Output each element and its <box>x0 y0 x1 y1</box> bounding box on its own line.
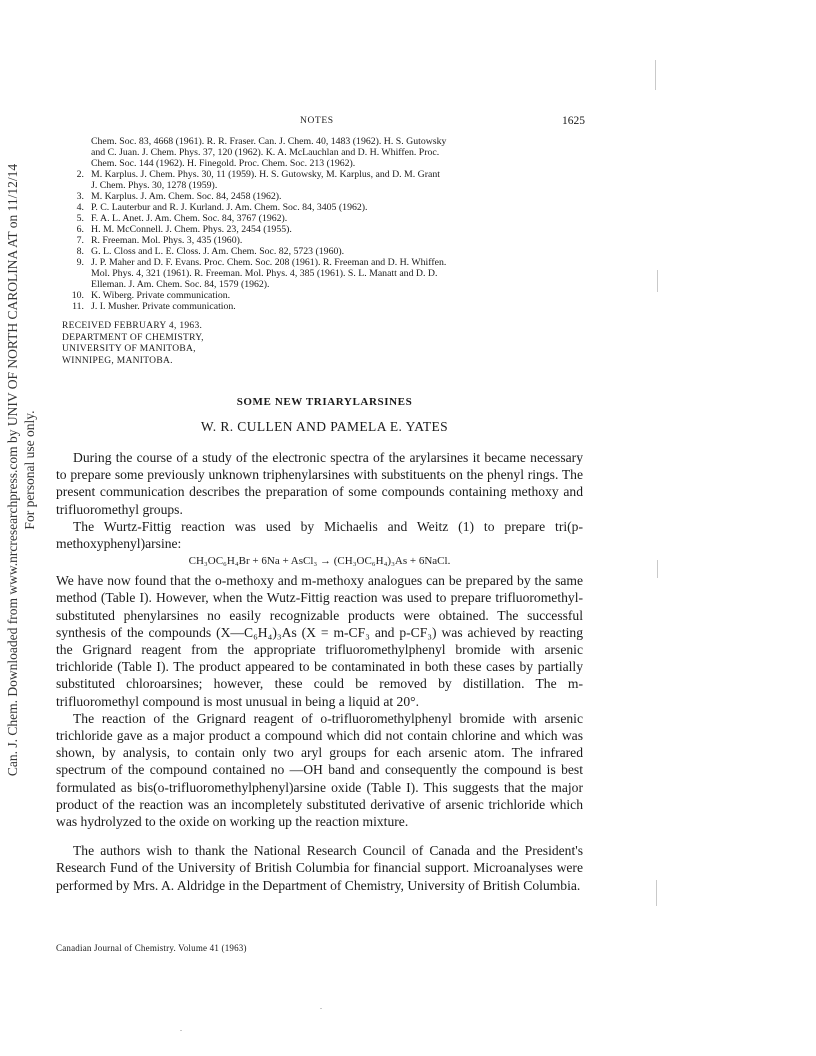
article-authors: W. R. CULLEN AND PAMELA E. YATES <box>200 419 449 434</box>
paragraph-wurtz-fittig: The Wurtz-Fittig reaction was used by Michaelis and Weitz (1) to prepare tri(p-methoxyphenyl)arsine: <box>56 518 583 552</box>
watermark-line-1: Can. J. Chem. Downloaded from www.nrcresearchpress.com by UNIV OF NORTH CAROLINA AT on 11/12/14 <box>5 163 20 777</box>
paragraph-acknowledgements: The authors wish to thank the National Research Council of Canada and the President's Research Fund of the University of British Columbia for financial support. Microanalyses were performed by Mrs. A. Aldridge in the Department of Chemistry, University of British Columbia. <box>56 843 583 893</box>
reference-line <box>62 169 587 180</box>
journal-footer: Canadian Journal of Chemistry. Volume 41 (1963) <box>56 943 247 953</box>
reference-number: 4. <box>76 202 84 213</box>
reference-number: 11. <box>72 301 84 312</box>
reference-number: 9. <box>76 257 84 268</box>
scan-speck <box>656 880 657 906</box>
reference-number: 3. <box>76 191 84 202</box>
watermark-line-2: For personal use only. <box>22 410 37 530</box>
article-body <box>56 449 583 894</box>
reference-number: 2. <box>76 169 84 180</box>
reference-text: M. Karplus. J. Am. Chem. Soc. 84, 2458 (1962). <box>91 191 282 202</box>
reference-text: J. P. Maher and D. F. Evans. Proc. Chem. Soc. 208 (1961). R. Freeman and D. H. Whiffen. <box>91 257 447 268</box>
paragraph-intro: During the course of a study of the electronic spectra of the arylarsines it became necessary to prepare some previously unknown triphenylarsines with substituents on the phenyl rings. The present communication describes the preparation of some compounds containing methoxy and trifluoromethyl groups. <box>56 450 583 517</box>
reference-line <box>62 301 587 312</box>
reference-number: 8. <box>76 246 84 257</box>
reference-line <box>62 279 587 290</box>
reference-text: H. M. McConnell. J. Chem. Phys. 23, 2454 (1955). <box>91 224 292 235</box>
received-city: WINNIPEG, MANITOBA. <box>62 355 173 366</box>
scan-speck <box>657 560 658 578</box>
reference-line <box>62 191 587 202</box>
reference-text: J. Chem. Phys. 30, 1278 (1959). <box>91 180 218 191</box>
running-header <box>90 115 585 131</box>
reference-text: F. A. L. Anet. J. Am. Chem. Soc. 84, 3767 (1962). <box>91 213 288 224</box>
received-date: RECEIVED FEBRUARY 4, 1963. <box>62 321 203 331</box>
paragraph-grignard: The reaction of the Grignard reagent of o-trifluoromethylphenyl bromide with arsenic trichloride gave as a major product a compound which did not contain chlorine and which was shown, by analysis, to contain only two aryl groups for each arsenic atom. The infrared spectrum of the compound contained no —OH band and consequently the compound is best formulated as bis(o-trifluoromethylphenyl)arsine oxide (Table I). This suggests that the major product of the reaction was an incompletely substituted derivative of arsenic trichloride which was hydrolyzed to the oxide on working up the reaction mixture. <box>56 710 583 830</box>
reference-text: K. Wiberg. Private communication. <box>91 290 231 301</box>
reference-line <box>62 246 587 257</box>
reference-number: 7. <box>76 235 84 246</box>
reference-line <box>62 147 587 158</box>
reference-number: 10. <box>71 290 84 301</box>
reference-line <box>62 257 587 268</box>
scan-speck <box>657 270 658 292</box>
received-block <box>62 321 204 367</box>
reference-line <box>62 202 587 213</box>
reference-list <box>62 136 587 312</box>
scan-speck <box>320 1008 322 1009</box>
article-title: SOME NEW TRIARYLARSINES <box>236 396 413 408</box>
reference-text: and C. Juan. J. Chem. Phys. 37, 120 (1962). K. A. McLauchlan and D. H. Whiffen. Proc. <box>91 147 440 158</box>
section-name: NOTES <box>300 116 334 126</box>
page-number: 1625 <box>562 115 585 127</box>
reference-line <box>62 158 587 169</box>
reaction-equation: CH₃OC₆H₄Br + 6Na + AsCl₃ → (CH₃OC₆H₄)₃As + 6NaCl. <box>188 555 451 568</box>
received-department: DEPARTMENT OF CHEMISTRY, <box>62 332 204 343</box>
scan-speck <box>180 1030 182 1031</box>
reference-text: Mol. Phys. 4, 321 (1961). R. Freeman. Mol. Phys. 4, 385 (1961). S. L. Manatt and D. D. <box>91 268 438 279</box>
download-watermark <box>2 163 40 777</box>
reference-line <box>62 224 587 235</box>
reference-text: M. Karplus. J. Chem. Phys. 30, 11 (1959). H. S. Gutowsky, M. Karplus, and D. M. Grant <box>91 169 440 180</box>
reference-text: P. C. Lauterbur and R. J. Kurland. J. Am. Chem. Soc. 84, 3405 (1962). <box>91 202 368 213</box>
reference-text: G. L. Closs and L. E. Closs. J. Am. Chem. Soc. 82, 5723 (1960). <box>91 246 345 257</box>
reference-number: 6. <box>76 224 84 235</box>
reference-line <box>62 213 587 224</box>
reference-line <box>62 136 587 147</box>
scan-speck <box>655 60 656 90</box>
paragraph-results: We have now found that the o-methoxy and m-methoxy analogues can be prepared by the same method (Table I). However, when the Wutz-Fittig reaction was used to prepare trifluoromethyl-substituted phenylarsines no easily recognizable products were obtained. The successful synthesis of the compounds (X—C₆H₄)₃As (X = m-CF₃ and p-CF₃) was achieved by reacting the Grignard reagent from the appropriate trifluoromethylphenyl bromide with arsenic trichloride (Table I). The product appeared to be contaminated in both these cases by partially substituted chloroarsines; however, these could be removed by distillation. The m-trifluoromethyl compound is most unusual in being a liquid at 20°. <box>56 573 583 709</box>
reference-text: Chem. Soc. 144 (1962). H. Finegold. Proc. Chem. Soc. 213 (1962). <box>91 158 356 169</box>
reference-number: 5. <box>76 213 84 224</box>
received-university: UNIVERSITY OF MANITOBA, <box>62 344 196 354</box>
reference-text: R. Freeman. Mol. Phys. 3, 435 (1960). <box>91 235 243 246</box>
reference-text: Elleman. J. Am. Chem. Soc. 84, 1579 (1962). <box>91 279 270 290</box>
reference-text: J. I. Musher. Private communication. <box>91 301 236 312</box>
reference-text: Chem. Soc. 83, 4668 (1961). R. R. Fraser. Can. J. Chem. 40, 1483 (1962). H. S. Gutowsky <box>91 136 447 147</box>
reference-line <box>62 235 587 246</box>
reference-line <box>62 290 587 301</box>
reference-line <box>62 180 587 191</box>
reference-line <box>62 268 587 279</box>
